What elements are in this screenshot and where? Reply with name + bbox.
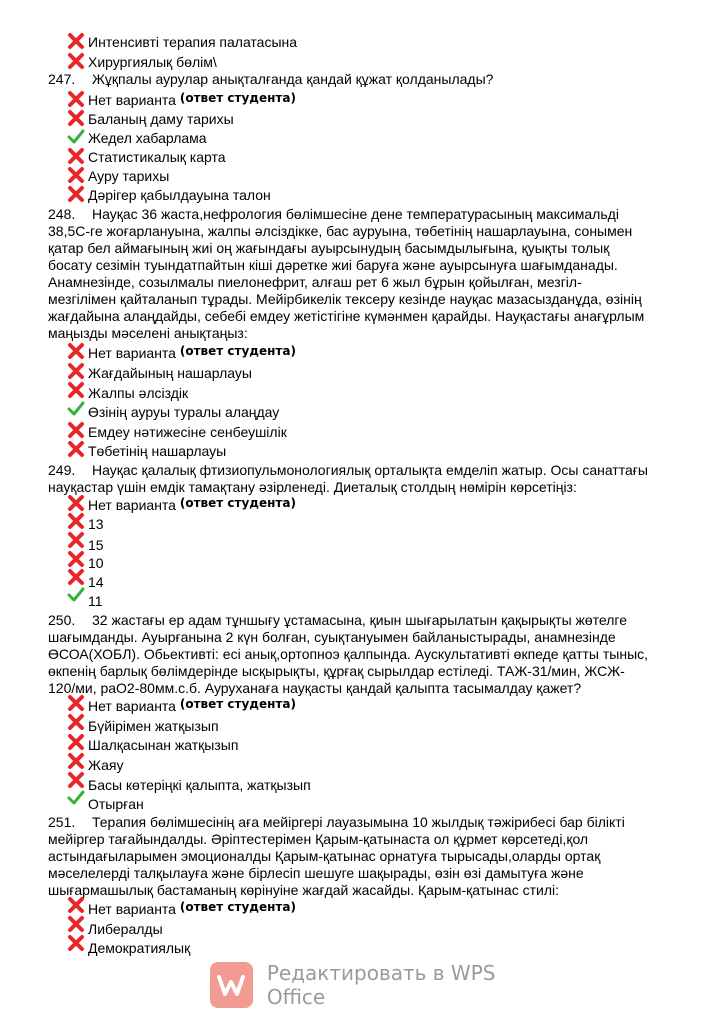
question-text: Жұқпалы аурулар анықталғанда қандай құжат қолданылады? xyxy=(92,71,494,87)
answer-option: 14 xyxy=(88,574,104,590)
student-answer-label: (ответ студента) xyxy=(179,91,296,105)
question-248 xyxy=(48,206,676,342)
answer-option: Хирургиялық бөлім\ xyxy=(88,54,217,70)
check-icon xyxy=(67,400,85,418)
no-answer-option: Нет варианта (ответ студента) xyxy=(88,697,296,714)
cross-icon xyxy=(67,550,85,568)
cross-icon xyxy=(67,440,85,458)
answer-option: Статистикалық карта xyxy=(88,149,226,165)
cross-icon xyxy=(67,531,85,549)
cross-icon xyxy=(67,934,85,952)
student-answer-label: (ответ студента) xyxy=(179,697,296,711)
no-answer-option: Нет варианта (ответ студента) xyxy=(88,900,296,917)
answer-option: 15 xyxy=(88,537,104,553)
question-number: 249. xyxy=(48,462,76,478)
answer-option: Өзінің ауруы туралы алаңдау xyxy=(88,404,280,420)
answer-option: 11 xyxy=(88,593,103,609)
answer-option: 10 xyxy=(88,555,104,571)
question-249 xyxy=(48,462,676,496)
cross-icon xyxy=(67,713,85,731)
question-text: 120/ми, раО2-80мм.с.б. Ауруханаға науқасты қандай қалыпта тасымалдау қажет? xyxy=(48,680,582,696)
question-text: мейіргер тағайындалды. Әріптестерімен Қарым-қатынаста ол құрмет көрсетеді,қол xyxy=(48,831,589,847)
student-answer-label: (ответ студента) xyxy=(179,496,296,510)
question-text: Науқас 36 жаста,нефрология бөлімшесіне дене температурасының максимальді xyxy=(92,206,619,222)
answer-option: Либералды xyxy=(88,921,163,937)
question-text: науқастар үшін емдік тамақтану әзірленеді. Диеталық столдың нөмірін көрсетіңіз: xyxy=(48,479,577,495)
cross-icon xyxy=(67,166,85,184)
answer-option: Отырған xyxy=(88,796,144,812)
answer-option: 13 xyxy=(88,516,104,532)
answer-option: Баланың даму тарихы xyxy=(88,111,234,127)
cross-icon xyxy=(67,915,85,933)
answer-option: Басы көтеріңкі қалыпта, жатқызып xyxy=(88,777,311,793)
question-251 xyxy=(48,814,676,899)
cross-icon xyxy=(67,32,85,50)
answer-option: Шалқасынан жатқызып xyxy=(88,737,239,753)
wps-logo-icon xyxy=(210,962,253,1008)
question-text: шығармашылық бастаманың көрінуіне жағдай жасайды. Қарым-қатынас стилі: xyxy=(48,882,559,898)
cross-icon xyxy=(67,752,85,770)
answer-option: Жағдайының нашарлауы xyxy=(88,365,252,381)
no-answer-option: Нет варианта (ответ студента) xyxy=(88,344,296,361)
cross-icon xyxy=(67,90,85,108)
question-text: мезгілімен қайталанып тұрады. Мейірбикелік тексеру кезінде науқас мазасызданұда, өзінің xyxy=(48,291,642,307)
answer-option: Жалпы әлсіздік xyxy=(88,385,189,401)
question-text: 38,5С-ге жоғарлануына, жалпы әлсіздікке, бас ауруына, төбетінің нашарлауына, сонымен xyxy=(48,223,633,239)
cross-icon xyxy=(67,381,85,399)
answer-option: Бүйірімен жатқызып xyxy=(88,718,219,734)
answer-option: Жедел хабарлама xyxy=(88,130,207,146)
cross-icon xyxy=(67,733,85,751)
question-number: 247. xyxy=(48,71,76,87)
question-text: босату сезімін туындатпайтын кіші дәретке жиі баруға және ауырсынуға шағымданады. xyxy=(48,257,618,273)
cross-icon xyxy=(67,771,85,789)
question-250 xyxy=(48,612,676,697)
question-text: қатар бел аймағының жиі оң жағындағы ауырсынудың басымдылығына, қуықты толық xyxy=(48,240,610,256)
cross-icon xyxy=(67,362,85,380)
question-number: 250. xyxy=(48,612,76,628)
answer-option: Интенсивті терапия палатасына xyxy=(88,34,298,50)
answer-option: Емдеу нәтижесіне сенбеушілік xyxy=(88,424,287,440)
question-text: 32 жастағы ер адам тұншығу ұстамасына, қиын шығарылатын қақырықты жөтелге xyxy=(92,612,628,628)
wps-edit-link[interactable]: Редактировать в WPS Office xyxy=(266,961,496,1009)
question-text: мәселелерді талқылауға және бірлесіп шешуге шақырады, өзін өзі дамытуға және xyxy=(48,865,584,881)
check-icon xyxy=(67,789,85,807)
question-number: 251. xyxy=(48,814,76,830)
cross-icon xyxy=(67,494,85,512)
answer-option: Жаяу xyxy=(88,757,124,773)
answer-option: Демократиялық xyxy=(88,940,191,956)
question-text: маңызды мәселені анықтаңыз: xyxy=(48,325,248,341)
cross-icon xyxy=(67,421,85,439)
question-text: Науқас қалалық фтизиопульмонологиялық орталықта емделіп жатыр. Осы санаттағы xyxy=(92,462,648,478)
answer-option: Ауру тарихы xyxy=(88,168,170,184)
question-text: Анамнезінде, созылмалы пиелонефрит, алғаш рет 6 жыл бұрын қойылған, мезгіл- xyxy=(48,274,582,290)
question-247 xyxy=(48,71,676,88)
student-answer-label: (ответ студента) xyxy=(179,344,296,358)
check-icon xyxy=(67,128,85,146)
cross-icon xyxy=(67,109,85,127)
answer-option: Төбетінің нашарлауы xyxy=(88,443,227,459)
question-text: жағдайына алаңдайды, себебі емдеу жетістігіне күмәнмен қарайды. Науқастағы анағұрлым xyxy=(48,308,645,324)
cross-icon xyxy=(67,512,85,530)
cross-icon xyxy=(67,694,85,712)
question-text: ӨСОА(ХОБЛ). Обьективті: есі анық,ортопноэ қалпында. Аускультативті өкпеде қатты тыныс, xyxy=(48,646,649,662)
answer-option: Дәрігер қабылдауына талон xyxy=(88,187,271,203)
cross-icon xyxy=(67,147,85,165)
student-answer-label: (ответ студента) xyxy=(179,900,296,914)
no-answer-option: Нет варианта (ответ студента) xyxy=(88,91,296,108)
cross-icon xyxy=(67,185,85,203)
wps-edit-banner[interactable] xyxy=(210,962,540,1008)
cross-icon xyxy=(67,896,85,914)
question-text: шағымданды. Ауырғанына 2 күн болған, суықтануымен байланыстырады, анамнезінде xyxy=(48,629,616,645)
question-number: 248. xyxy=(48,206,76,222)
question-text: өкпенің барлық бөлімдерінде ысқырықты, құрғақ сырылдар естіледі. ТАЖ-31/мин, ЖСЖ- xyxy=(48,663,625,679)
question-text: Терапия бөлімшесінің аға мейіргері лауазымына 10 жылдық тәжірибесі бар білікті xyxy=(92,814,625,830)
cross-icon xyxy=(67,52,85,70)
no-answer-option: Нет варианта (ответ студента) xyxy=(88,496,296,513)
cross-icon xyxy=(67,568,85,586)
question-text: астындағыларымен эмоционалды Қарым-қатынас орнатуға тырысады,оларды ортақ xyxy=(48,848,601,864)
cross-icon xyxy=(67,342,85,360)
check-icon xyxy=(67,586,85,604)
